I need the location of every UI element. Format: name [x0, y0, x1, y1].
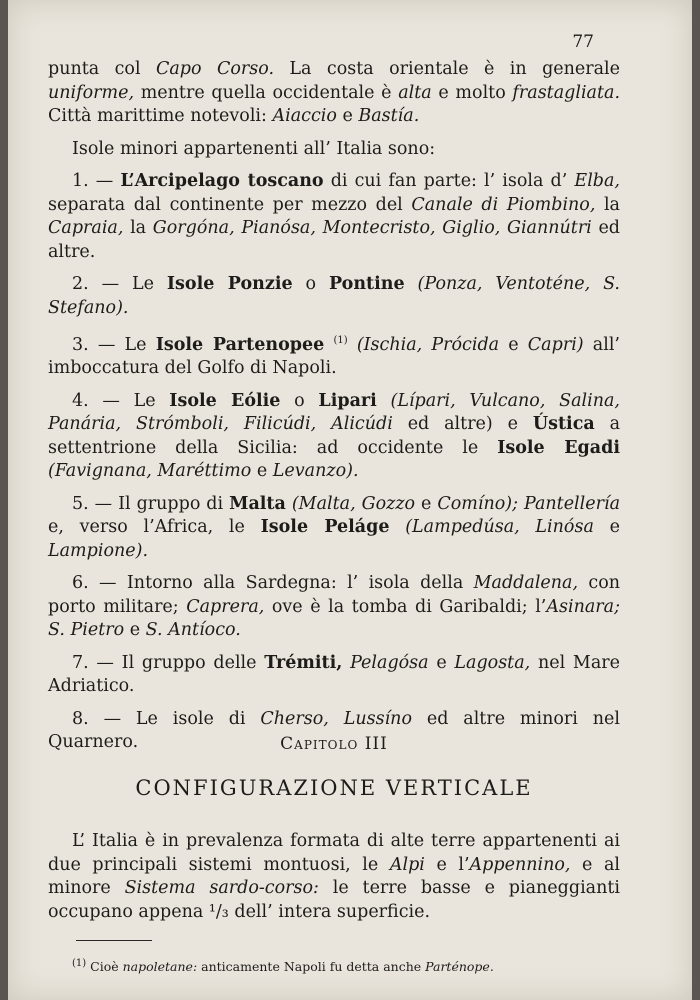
text-run: Cioè — [86, 959, 123, 975]
italic-term: Lampione). — [48, 540, 149, 561]
text-run: a settentrione della Sicilia: ad occidente le — [48, 414, 621, 458]
text-run: e — [124, 620, 146, 641]
text-run: 6. — Intorno alla Sardegna: l’ isola della — [72, 573, 474, 594]
main-text — [48, 58, 620, 755]
intro-paragraph — [48, 830, 620, 924]
list-item — [48, 493, 620, 564]
text-run: all’ imboccatura del Golfo di Napoli. — [48, 334, 620, 379]
text-run: L’ Italia è in prevalenza formata di alte terre appartenenti ai due principali sistemi montuosi, le — [48, 831, 620, 875]
list-item — [48, 390, 620, 484]
italic-term: Aiaccio — [272, 106, 337, 126]
bold-term: Isole Egadi — [497, 437, 620, 458]
text-run: mentre quella occidentale è — [134, 82, 399, 103]
text-run: e molto — [431, 82, 513, 103]
text-run: 4. — Le — [72, 390, 170, 411]
italic-term: Capri) — [527, 334, 584, 355]
italic-term: Canale di Piombino, — [411, 194, 596, 215]
text-run: 8. — Le isole di — [72, 708, 261, 729]
list-item — [48, 273, 620, 320]
text-run — [390, 517, 406, 537]
italic-term: Levanzo). — [272, 461, 359, 482]
text-run — [348, 335, 357, 355]
italic-term: frastagliata. — [512, 82, 621, 103]
italic-term: uniforme, — [48, 82, 135, 103]
text-run: e l’ — [424, 854, 470, 875]
text-run: o — [292, 274, 329, 294]
text-run: La costa orientale è in generale — [274, 59, 621, 79]
text-run: con porto militare; — [48, 573, 621, 617]
italic-term: (Favignana, Maréttimo — [48, 461, 252, 482]
text-run: e — [593, 517, 620, 538]
italic-term: Comíno); Pantellería — [437, 493, 621, 514]
text-run: ed altre) e — [392, 414, 533, 435]
text-run: e — [415, 493, 438, 514]
footnote-marker: (1) — [72, 958, 87, 969]
text-run: anticamente Napoli fu detta anche — [197, 959, 426, 975]
text-run — [377, 391, 391, 411]
text-run: 3. — Le — [72, 334, 156, 355]
italic-term: (Ponza, Ventoténe, S. Stefano). — [48, 274, 620, 318]
list-item — [48, 170, 620, 264]
text-run: e al minore — [48, 854, 620, 898]
text-run — [342, 653, 350, 673]
text-run: separata dal continente per mezzo del — [48, 194, 412, 215]
page-number: 77 — [572, 32, 594, 52]
section-title: CONFIGURAZIONE VERTICALE — [135, 776, 533, 800]
italic-term: Appennino, — [469, 854, 571, 875]
bold-term: Isole Partenopee — [155, 334, 325, 355]
bold-term: Pontine — [328, 274, 405, 294]
text-run: punta col — [48, 59, 156, 79]
italic-term: Elba, — [574, 171, 620, 191]
text-run: ed altre. — [48, 218, 621, 262]
text-run: 1. — — [72, 171, 121, 191]
list-item — [48, 572, 620, 643]
bold-term: Isole Ponzie — [166, 274, 293, 294]
text-run: 2. — Le — [72, 274, 167, 294]
italic-term: alta — [398, 82, 432, 103]
text-run: di cui fan parte: l’ isola d’ — [323, 171, 575, 191]
text-run: 7. — Il gruppo delle — [72, 652, 265, 673]
text-run: le terre basse e pianeggianti occupano appena ¹/₃ dell’ intera superficie. — [48, 878, 620, 922]
italic-term: Parténope. — [425, 959, 494, 975]
text-run: e — [428, 652, 455, 673]
text-run: la — [123, 218, 153, 238]
bold-term: Malta — [229, 493, 286, 514]
text-run: nel Mare Adriatico. — [48, 652, 620, 697]
list-item — [48, 652, 620, 699]
bold-term: Ústica — [532, 414, 595, 435]
text-run: la — [595, 194, 620, 215]
text-run: e — [499, 334, 528, 355]
italic-term: (Lípari, Vulcano, Salina, Panária, Strómboli, Filicúdi, Alicúdi — [48, 390, 620, 435]
bold-term: Isole Eólie — [169, 390, 281, 411]
text-run: e — [251, 461, 273, 482]
italic-term: (Malta, Gozzo — [291, 493, 416, 514]
text-run: o — [280, 390, 319, 411]
text-run: Città marittime notevoli: — [48, 106, 273, 126]
italic-term: Sistema sardo-corso: — [124, 878, 319, 898]
footnote-divider — [76, 940, 152, 941]
italic-term: Gorgóna, Pianósa, Montecristo, Giglio, Giannútri — [152, 218, 592, 238]
italic-term: (Lampedúsa, Linósa — [405, 517, 594, 538]
italic-term: Alpi — [389, 854, 425, 875]
italic-term: Capraia, — [48, 218, 124, 238]
italic-term: S. Antíoco. — [145, 620, 241, 641]
italic-term: Caprera, — [186, 596, 265, 617]
text-run: e — [336, 106, 359, 126]
italic-term: Pelagósa — [350, 652, 429, 673]
section-intro — [48, 830, 620, 924]
text-run — [405, 274, 418, 294]
book-page — [8, 0, 692, 1000]
italic-term: (Ischia, Prócida — [356, 334, 500, 355]
text-run: ove è la tomba di Garibaldi; l’ — [264, 596, 547, 617]
text-run: ed altre minori nel Quarnero. — [48, 708, 620, 753]
text-run: e, verso l’Africa, le — [48, 517, 261, 538]
paragraph-corsica — [48, 58, 620, 129]
italic-term: Cherso, Lussíno — [260, 708, 412, 729]
list-item — [48, 329, 620, 381]
italic-term: Bastía. — [358, 106, 420, 126]
bold-term: Trémiti, — [264, 652, 343, 673]
text-run: 5. — Il gruppo di — [72, 493, 230, 514]
italic-term: Lagosta, — [454, 652, 531, 673]
chapter-label: Capitolo III — [280, 734, 388, 754]
bold-term: Isole Peláge — [260, 517, 390, 538]
italic-term: Asinara; S. Pietro — [48, 596, 620, 641]
islands-intro: Isole minori appartenenti all’ Italia sono: — [72, 138, 436, 159]
footnote-marker: (1) — [333, 335, 348, 346]
italic-term: Capo Corso. — [155, 59, 275, 79]
footnote — [72, 956, 632, 975]
bold-term: L’Arcipelago toscano — [120, 171, 324, 191]
bold-term: Lipari — [318, 390, 377, 411]
italic-term: Maddalena, — [473, 573, 579, 594]
italic-term: napoletane: — [122, 959, 198, 975]
